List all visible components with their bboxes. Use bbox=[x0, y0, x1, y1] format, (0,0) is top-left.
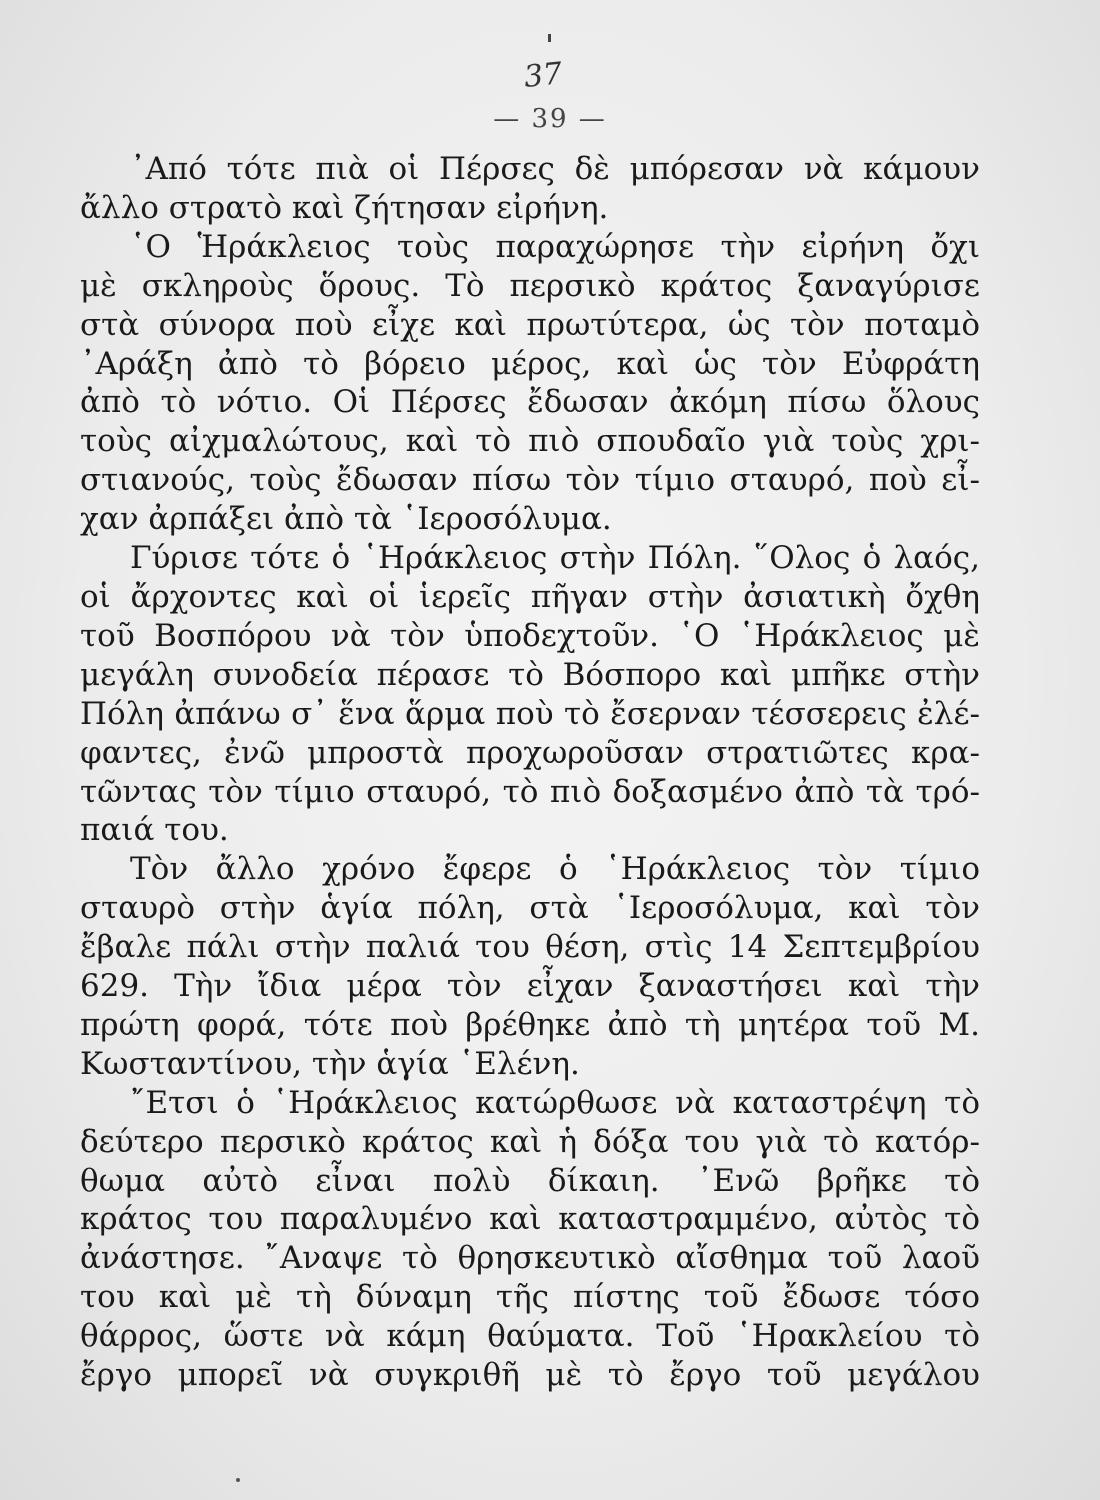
text-line: χαν ἀρπάξει ἀπὸ τὰ ῾Ιεροσόλυμα. bbox=[80, 501, 612, 538]
text-line: 629. Τὴν ἴδια μέρα τὸν εἶχαν ξαναστήσει καὶ τὴν bbox=[80, 968, 980, 1005]
text-line: ἄλλο στρατὸ καὶ ζήτησαν εἰρήνη. bbox=[80, 189, 609, 226]
text-line: του καὶ μὲ τὴ δύναμη τῆς πίστης τοῦ ἔδωσε τόσο bbox=[80, 1279, 980, 1316]
text-line: στιανούς, τοὺς ἔδωσαν πίσω τὸν τίμιο σταυρό, ποὺ εἶ- bbox=[80, 462, 980, 499]
text-line: ᾿Από τότε πιὰ οἱ Πέρσες δὲ μπόρεσαν νὰ κάμουν bbox=[130, 151, 980, 187]
text-line: σταυρὸ στὴν ἁγία πόλη, στὰ ῾Ιεροσόλυμα, καὶ τὸν bbox=[80, 890, 980, 927]
text-line: παιά του. bbox=[80, 812, 229, 849]
text-line: φαντες, ἐνῶ μπροστὰ προχωροῦσαν στρατιῶτες κρα- bbox=[80, 734, 980, 771]
text-line: τῶντας τὸν τίμιο σταυρό, τὸ πιὸ δοξασμένο ἀπὸ τὰ τρό- bbox=[80, 773, 980, 810]
text-line: Κωσταντίνου, τὴν ἁγία ῾Ελένη. bbox=[80, 1045, 580, 1082]
text-line: Πόλη ἀπάνω σ᾿ ἕνα ἅρμα ποὺ τὸ ἔσερναν τέσσερεις ἐλέ- bbox=[80, 695, 980, 732]
text-line: τοῦ Βοσπόρου νὰ τὸν ὑποδεχτοῦν. ῾Ο ῾Ηράκλειος μὲ bbox=[80, 617, 980, 654]
text-line: μὲ σκληροὺς ὅρους. Τὸ περσικὸ κράτος ξαναγύρισε bbox=[80, 267, 980, 304]
text-line: θάρρος, ὥστε νὰ κάμη θαύματα. Τοῦ ῾Ηρακλείου τὸ bbox=[80, 1318, 980, 1355]
text-line: οἱ ἄρχοντες καὶ οἱ ἱερεῖς πῆγαν στὴν ἀσιατικὴ ὄχθη bbox=[80, 578, 980, 615]
page-number: — 39 — bbox=[493, 104, 607, 134]
ink-mark bbox=[236, 1478, 240, 1482]
ink-mark bbox=[548, 34, 551, 42]
text-line: ἀνάστησε. ῎Αναψε τὸ θρησκευτικὸ αἴσθημα τοῦ λαοῦ bbox=[80, 1240, 980, 1277]
text-line: ἀπὸ τὸ νότιο. Οἱ Πέρσες ἔδωσαν ἀκόμη πίσω ὅλους bbox=[80, 384, 980, 421]
text-line: στὰ σύνορα ποὺ εἶχε καὶ πρωτύτερα, ὡς τὸν ποταμὸ bbox=[80, 306, 980, 343]
text-line: ῾Ο Ἡράκλειος τοὺς παραχώρησε τὴν εἰρήνη ὄχι bbox=[130, 228, 980, 265]
text-line: Τὸν ἄλλο χρόνο ἔφερε ὁ ῾Ηράκλειος τὸν τίμιο bbox=[130, 851, 980, 888]
text-line: θωμα αὐτὸ εἶναι πολὺ δίκαιη. ᾿Ενῶ βρῆκε τὸ bbox=[80, 1162, 980, 1199]
text-line: μεγάλη συνοδεία πέρασε τὸ Βόσπορο καὶ μπῆκε στὴν bbox=[80, 656, 980, 693]
text-line: Γύρισε τότε ὁ ῾Ηράκλειος στὴν Πόλη. ῞Ολος ὁ λαός, bbox=[130, 540, 980, 577]
text-line: κράτος του παραλυμένο καὶ καταστραμμένο, αὐτὸς τὸ bbox=[80, 1201, 980, 1238]
text-line: δεύτερο περσικὸ κράτος καὶ ἡ δόξα του γιὰ τὸ κατόρ- bbox=[80, 1123, 980, 1160]
text-line: ἔβαλε πάλι στὴν παλιά του θέση, στὶς 14 Σεπτεμβρίου bbox=[80, 929, 980, 966]
handwritten-page-number: 37 bbox=[522, 56, 564, 95]
text-line: ᾿Αράξη ἀπὸ τὸ βόρειο μέρος, καὶ ὡς τὸν Εὐφράτη bbox=[80, 345, 980, 382]
text-line: ῎Ετσι ὁ ῾Ηράκλειος κατώρθωσε νὰ καταστρέψη τὸ bbox=[130, 1084, 980, 1121]
body-text bbox=[80, 150, 980, 1395]
text-line: πρώτη φορά, τότε ποὺ βρέθηκε ἀπὸ τὴ μητέρα τοῦ Μ. bbox=[80, 1006, 980, 1043]
text-line: ἔργο μπορεῖ νὰ συγκριθῆ μὲ τὸ ἔργο τοῦ μεγάλου bbox=[80, 1357, 980, 1394]
text-line: τοὺς αἰχμαλώτους, καὶ τὸ πιὸ σπουδαῖο γιὰ τοὺς χρι- bbox=[80, 423, 980, 460]
